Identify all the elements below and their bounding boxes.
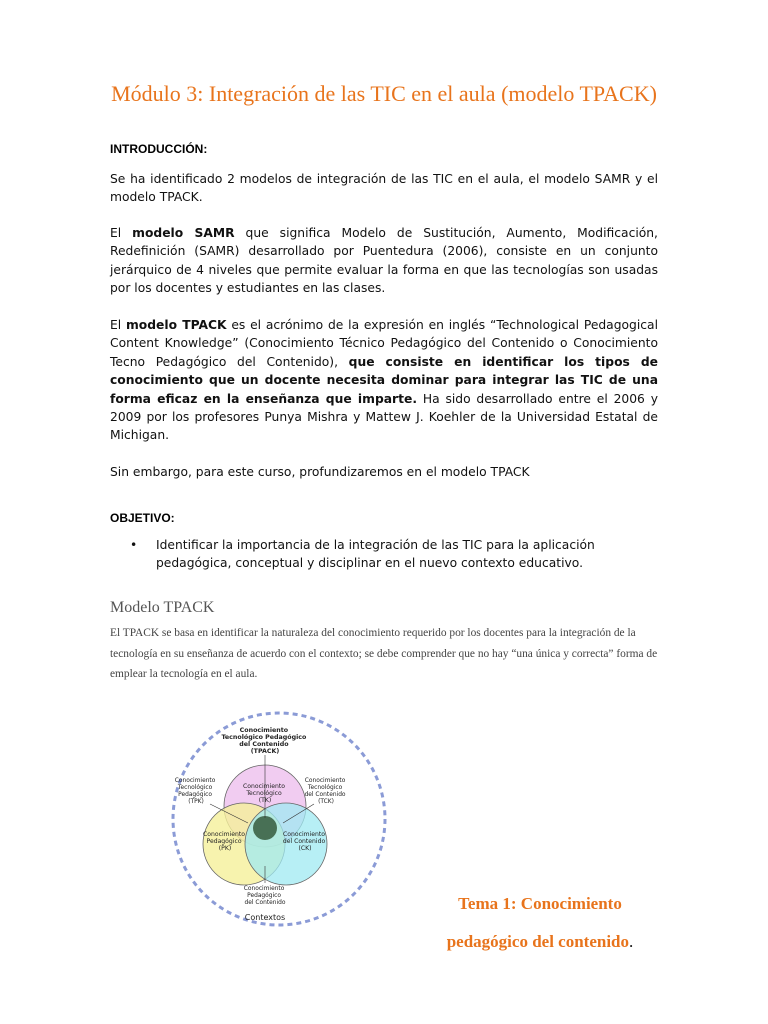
samr-text: que significa Modelo de Sustitución, Aumento, Modificación, Redefinición (SAMR) desarrollado por Puentedura (2006), consiste en un conjunto jerárquico de 4 niveles que permite evaluar la forma en que las tecnologías son usadas por los docentes y estudiantes en las clases. xyxy=(110,226,658,296)
tema-title-line-1: Tema 1: Conocimiento xyxy=(458,894,622,913)
tpk-label: Conocimiento Tecnológico Pedagógico (TPK) xyxy=(174,778,216,805)
intro-paragraph-1: Se ha identificado 2 modelos de integración de las TIC en el aula, el modelo SAMR y el modelo TPACK. xyxy=(110,172,658,205)
tpack-text: es el acrónimo de la expresión en inglés “Technological Pedagogical Content Knowledge” (Conocimiento Técnico Pedagógico del Contenido o Conocimiento Tecno Pedagógico del Contenido), xyxy=(110,318,658,369)
tpack-center xyxy=(253,816,277,840)
objective-heading: OBJETIVO: xyxy=(110,511,175,525)
pk-label: Conocimiento Pedagógico (PK) xyxy=(203,831,246,852)
intro-paragraph-4: Sin embargo, para este curso, profundizaremos en el modelo TPACK xyxy=(110,465,530,479)
tpack-authors: Ha sido desarrollado entre el 2006 y 2009 por los profesores Punya Mishra y Mattew J. Koehler de la Universidad Estatal de Michigan. xyxy=(110,391,658,443)
tema-title-text: pedagógico del contenido xyxy=(446,932,630,951)
contexts-label: Contextos xyxy=(244,913,286,922)
modelo-heading: Modelo TPACK xyxy=(110,599,215,616)
intro-heading: INTRODUCCIÓN: xyxy=(110,142,208,156)
samr-prefix: El xyxy=(110,226,133,240)
objective-list-item xyxy=(130,536,650,573)
samr-term: modelo SAMR xyxy=(132,226,235,240)
bullet-icon: • xyxy=(130,538,138,552)
tpack-term: modelo TPACK xyxy=(125,318,227,332)
tpack-prefix: El xyxy=(110,318,126,332)
ck-label: Conocimiento del Contenido (CK) xyxy=(282,831,326,852)
tk-label: Conocimiento Tecnológico (TK) xyxy=(243,783,286,804)
tpack-venn-diagram xyxy=(168,708,390,930)
modelo-text: El TPACK se basa en identificar la naturaleza del conocimiento requerido por los docentes para la integración de la tecnología en su enseñanza de acuerdo con el contexto; se debe comprender que no hay “una única y correcta” forma de emplear la tecnología en el aula. xyxy=(110,627,658,680)
objective-text: Identificar la importancia de la integración de las TIC para la aplicación pedagógica, conceptual y disciplinar en el nuevo contexto educativo. xyxy=(156,538,595,571)
tck-label: Conocimiento Tecnológico del Contenido (TCK) xyxy=(304,778,346,805)
page-title: Módulo 3: Integración de las TIC en el aula (modelo TPACK) xyxy=(111,81,657,106)
tema-title-line-2 xyxy=(420,932,660,952)
intro-paragraph-samr xyxy=(110,224,658,298)
tpack-definition: que consiste en identificar los tipos de conocimiento que un docente necesita dominar para integrar las TIC de una forma eficaz en la enseñanza que imparte. xyxy=(110,354,658,406)
tpack-label: Conocimiento Tecnológico Pedagógico del Contenido (TPACK) xyxy=(221,727,307,755)
intro-paragraph-tpack xyxy=(110,316,658,445)
pck-label: Conocimiento Pedagógico del Contenido xyxy=(243,886,286,906)
tema-title-period: . xyxy=(629,932,634,951)
